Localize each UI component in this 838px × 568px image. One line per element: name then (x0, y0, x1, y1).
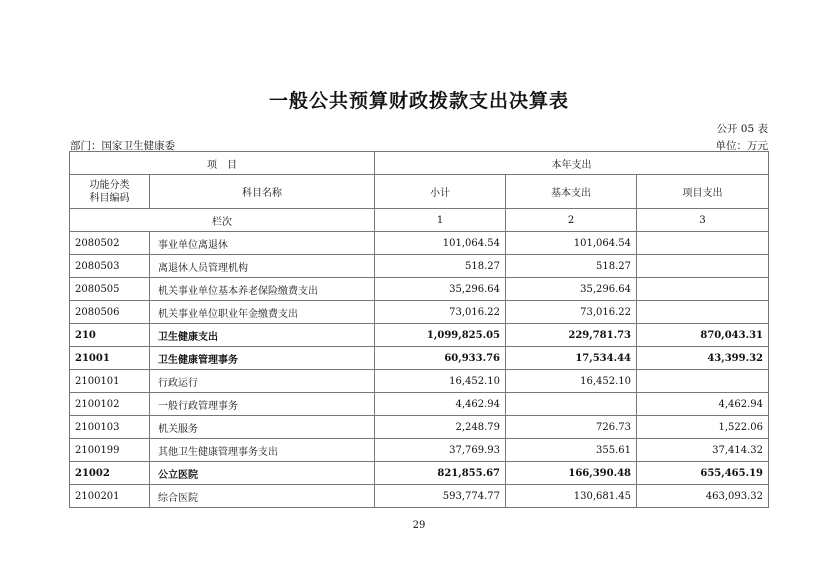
row-name: 一般行政管理事务 (150, 393, 375, 416)
form-number: 公开 05 表 (716, 123, 768, 135)
header-item: 项 目 (70, 152, 375, 175)
header-subtotal: 小计 (375, 175, 506, 209)
row-code: 2080503 (70, 255, 150, 278)
row-basic: 35,296.64 (506, 278, 637, 301)
table-row (70, 485, 769, 508)
row-project: 463,093.32 (637, 485, 769, 508)
row-name: 机关事业单位基本养老保险缴费支出 (150, 278, 375, 301)
header-row-lanci (70, 209, 769, 232)
header-project: 项目支出 (637, 175, 769, 209)
row-subtotal: 1,099,825.05 (375, 324, 506, 347)
expenditure-table (69, 151, 769, 508)
row-basic (506, 393, 637, 416)
unit-label: 单位：万元 (715, 140, 768, 152)
header-col-2: 2 (506, 209, 637, 232)
row-project (637, 232, 769, 255)
row-subtotal: 73,016.22 (375, 301, 506, 324)
table-row (70, 439, 769, 462)
row-subtotal: 101,064.54 (375, 232, 506, 255)
table-row (70, 393, 769, 416)
row-project: 4,462.94 (637, 393, 769, 416)
row-name: 机关服务 (150, 416, 375, 439)
row-name: 公立医院 (150, 462, 375, 485)
row-subtotal: 518.27 (375, 255, 506, 278)
row-subtotal: 60,933.76 (375, 347, 506, 370)
row-basic: 726.73 (506, 416, 637, 439)
row-code: 2080505 (70, 278, 150, 301)
row-name: 卫生健康支出 (150, 324, 375, 347)
row-code: 21001 (70, 347, 150, 370)
table-body (70, 232, 769, 508)
row-subtotal: 37,769.93 (375, 439, 506, 462)
row-subtotal: 2,248.79 (375, 416, 506, 439)
row-name: 卫生健康管理事务 (150, 347, 375, 370)
header-current-year: 本年支出 (375, 152, 769, 175)
row-project: 870,043.31 (637, 324, 769, 347)
row-code: 2100199 (70, 439, 150, 462)
row-code: 2100102 (70, 393, 150, 416)
row-basic: 166,390.48 (506, 462, 637, 485)
row-project (637, 301, 769, 324)
row-basic: 355.61 (506, 439, 637, 462)
row-basic: 130,681.45 (506, 485, 637, 508)
row-project (637, 370, 769, 393)
row-project: 1,522.06 (637, 416, 769, 439)
row-basic: 17,534.44 (506, 347, 637, 370)
row-subtotal: 16,452.10 (375, 370, 506, 393)
header-lanci: 栏次 (70, 209, 375, 232)
row-project (637, 255, 769, 278)
row-basic: 101,064.54 (506, 232, 637, 255)
row-name: 机关事业单位职业年金缴费支出 (150, 301, 375, 324)
row-project: 655,465.19 (637, 462, 769, 485)
row-project (637, 278, 769, 301)
row-name: 事业单位离退休 (150, 232, 375, 255)
row-code: 21002 (70, 462, 150, 485)
header-col-3: 3 (637, 209, 769, 232)
row-code: 2080502 (70, 232, 150, 255)
row-name: 综合医院 (150, 485, 375, 508)
row-name: 离退休人员管理机构 (150, 255, 375, 278)
department-label: 部门：国家卫生健康委 (70, 140, 175, 152)
row-basic: 229,781.73 (506, 324, 637, 347)
row-subtotal: 4,462.94 (375, 393, 506, 416)
table-row (70, 370, 769, 393)
row-name: 其他卫生健康管理事务支出 (150, 439, 375, 462)
table-row (70, 278, 769, 301)
row-basic: 518.27 (506, 255, 637, 278)
row-code: 2100201 (70, 485, 150, 508)
row-subtotal: 35,296.64 (375, 278, 506, 301)
table-row (70, 255, 769, 278)
row-project: 43,399.32 (637, 347, 769, 370)
row-name: 行政运行 (150, 370, 375, 393)
table-row (70, 347, 769, 370)
header-col-1: 1 (375, 209, 506, 232)
header-row-2 (70, 175, 769, 209)
row-project: 37,414.32 (637, 439, 769, 462)
row-code: 210 (70, 324, 150, 347)
page-title: 一般公共预算财政拨款支出决算表 (268, 90, 569, 112)
row-code: 2080506 (70, 301, 150, 324)
header-basic: 基本支出 (506, 175, 637, 209)
table-row (70, 301, 769, 324)
row-subtotal: 593,774.77 (375, 485, 506, 508)
row-basic: 73,016.22 (506, 301, 637, 324)
row-subtotal: 821,855.67 (375, 462, 506, 485)
header-code: 功能分类 科目编码 (70, 175, 150, 209)
header-name: 科目名称 (150, 175, 375, 209)
row-basic: 16,452.10 (506, 370, 637, 393)
row-code: 2100103 (70, 416, 150, 439)
table-row (70, 416, 769, 439)
table-row (70, 324, 769, 347)
row-code: 2100101 (70, 370, 150, 393)
table-row (70, 232, 769, 255)
page-number: 29 (412, 520, 426, 531)
header-row-1 (70, 152, 769, 175)
table-row (70, 462, 769, 485)
